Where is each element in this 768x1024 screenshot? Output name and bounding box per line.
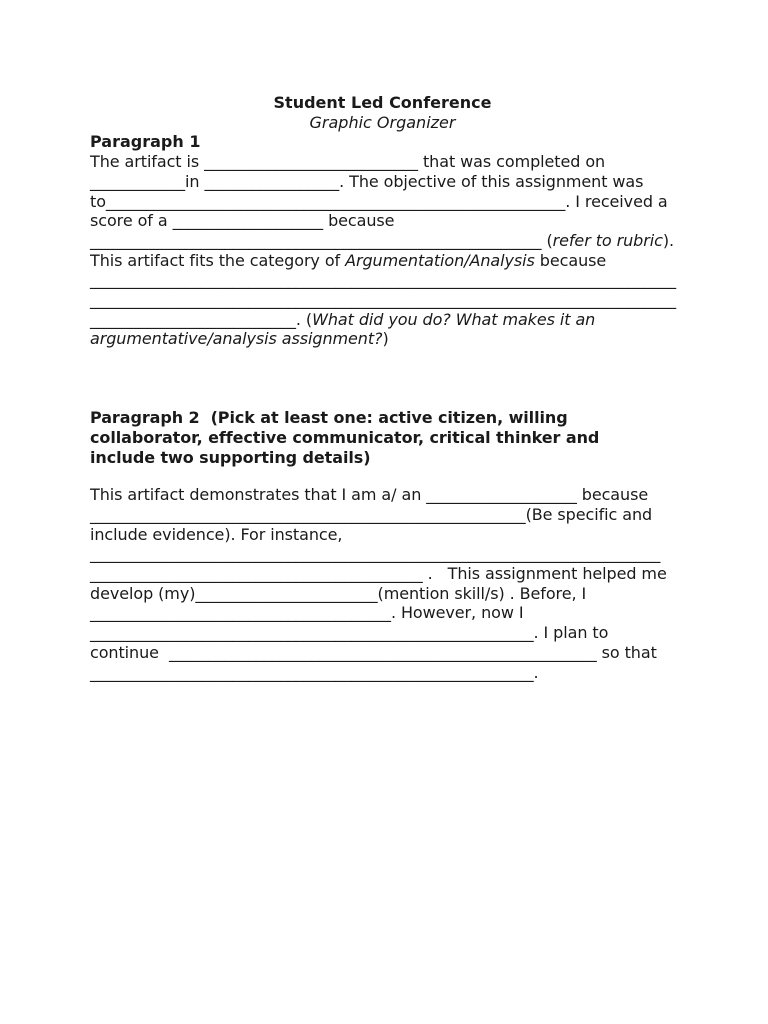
paragraph-2-line: ______________________________________. However, now I xyxy=(90,603,524,623)
paragraph-2-line: develop (my)_______________________(mention skill/s) . Before, I xyxy=(90,583,587,603)
italic-text: Argumentation/Analysis xyxy=(345,250,535,270)
paragraph-2-line: ________________________________________________________________________ xyxy=(90,544,661,564)
text: __________________________. ( xyxy=(90,309,313,329)
text: ____________in _________________. The objective of this assignment was xyxy=(90,171,644,191)
paragraph-1-line xyxy=(90,152,700,172)
paragraph-2-heading-line: collaborator, effective communicator, critical thinker and xyxy=(90,427,600,447)
paragraph-1-line xyxy=(90,329,700,349)
paragraph-1-line xyxy=(90,310,700,330)
paragraph-1-heading: Paragraph 1 xyxy=(90,132,201,152)
text: _________________________________________________________ ( xyxy=(90,230,553,250)
paragraph-2-line: ________________________________________________________. I plan to xyxy=(90,623,609,643)
paragraph-2-line: This artifact demonstrates that I am a/ an ___________________ because xyxy=(90,485,649,505)
text: ). xyxy=(662,230,674,250)
text: because xyxy=(534,250,607,270)
document-page xyxy=(90,93,700,682)
paragraph-2-line: ________________________________________________________. xyxy=(90,662,539,682)
text: The artifact is ___________________________ that was completed on xyxy=(90,152,606,172)
paragraph-1-line xyxy=(90,172,700,192)
paragraph-1-line xyxy=(90,231,700,251)
paragraph-2-heading-line: include two supporting details) xyxy=(90,447,371,467)
spacer xyxy=(90,349,700,408)
paragraph-1-line xyxy=(90,270,700,290)
paragraph-2-line: include evidence). For instance, xyxy=(90,524,343,544)
paragraph-1-line xyxy=(90,251,700,271)
text: __________________________________________________________________________ xyxy=(90,270,677,290)
paragraph-2-line: continue ______________________________________________________ so that xyxy=(90,642,657,662)
text: __________________________________________________________________________ xyxy=(90,290,677,310)
paragraph-2-body xyxy=(90,485,700,682)
paragraph-1-line xyxy=(90,290,700,310)
paragraph-2-line: _______________________________________________________(Be specific and xyxy=(90,504,653,524)
italic-text: argumentative/analysis assignment? xyxy=(90,329,383,349)
text: to__________________________________________________________. I received a xyxy=(90,191,668,211)
paragraph-2-heading xyxy=(90,408,700,467)
document-title: Student Led Conference xyxy=(273,93,492,112)
text: This artifact fits the category of xyxy=(90,250,346,270)
italic-text: refer to rubric xyxy=(552,230,663,250)
paragraph-2-heading-line: Paragraph 2 (Pick at least one: active citizen, willing xyxy=(90,408,568,428)
paragraph-1-line xyxy=(90,192,700,212)
italic-text: What did you do? What makes it an xyxy=(312,309,596,329)
text: score of a ___________________ because xyxy=(90,211,395,231)
paragraph-1-line xyxy=(90,211,700,231)
text: ) xyxy=(382,329,389,349)
spacer xyxy=(90,467,700,485)
document-subtitle: Graphic Organizer xyxy=(309,112,456,132)
paragraph-2-line: __________________________________________ . This assignment helped me xyxy=(90,564,667,584)
paragraph-1-body xyxy=(90,152,700,349)
